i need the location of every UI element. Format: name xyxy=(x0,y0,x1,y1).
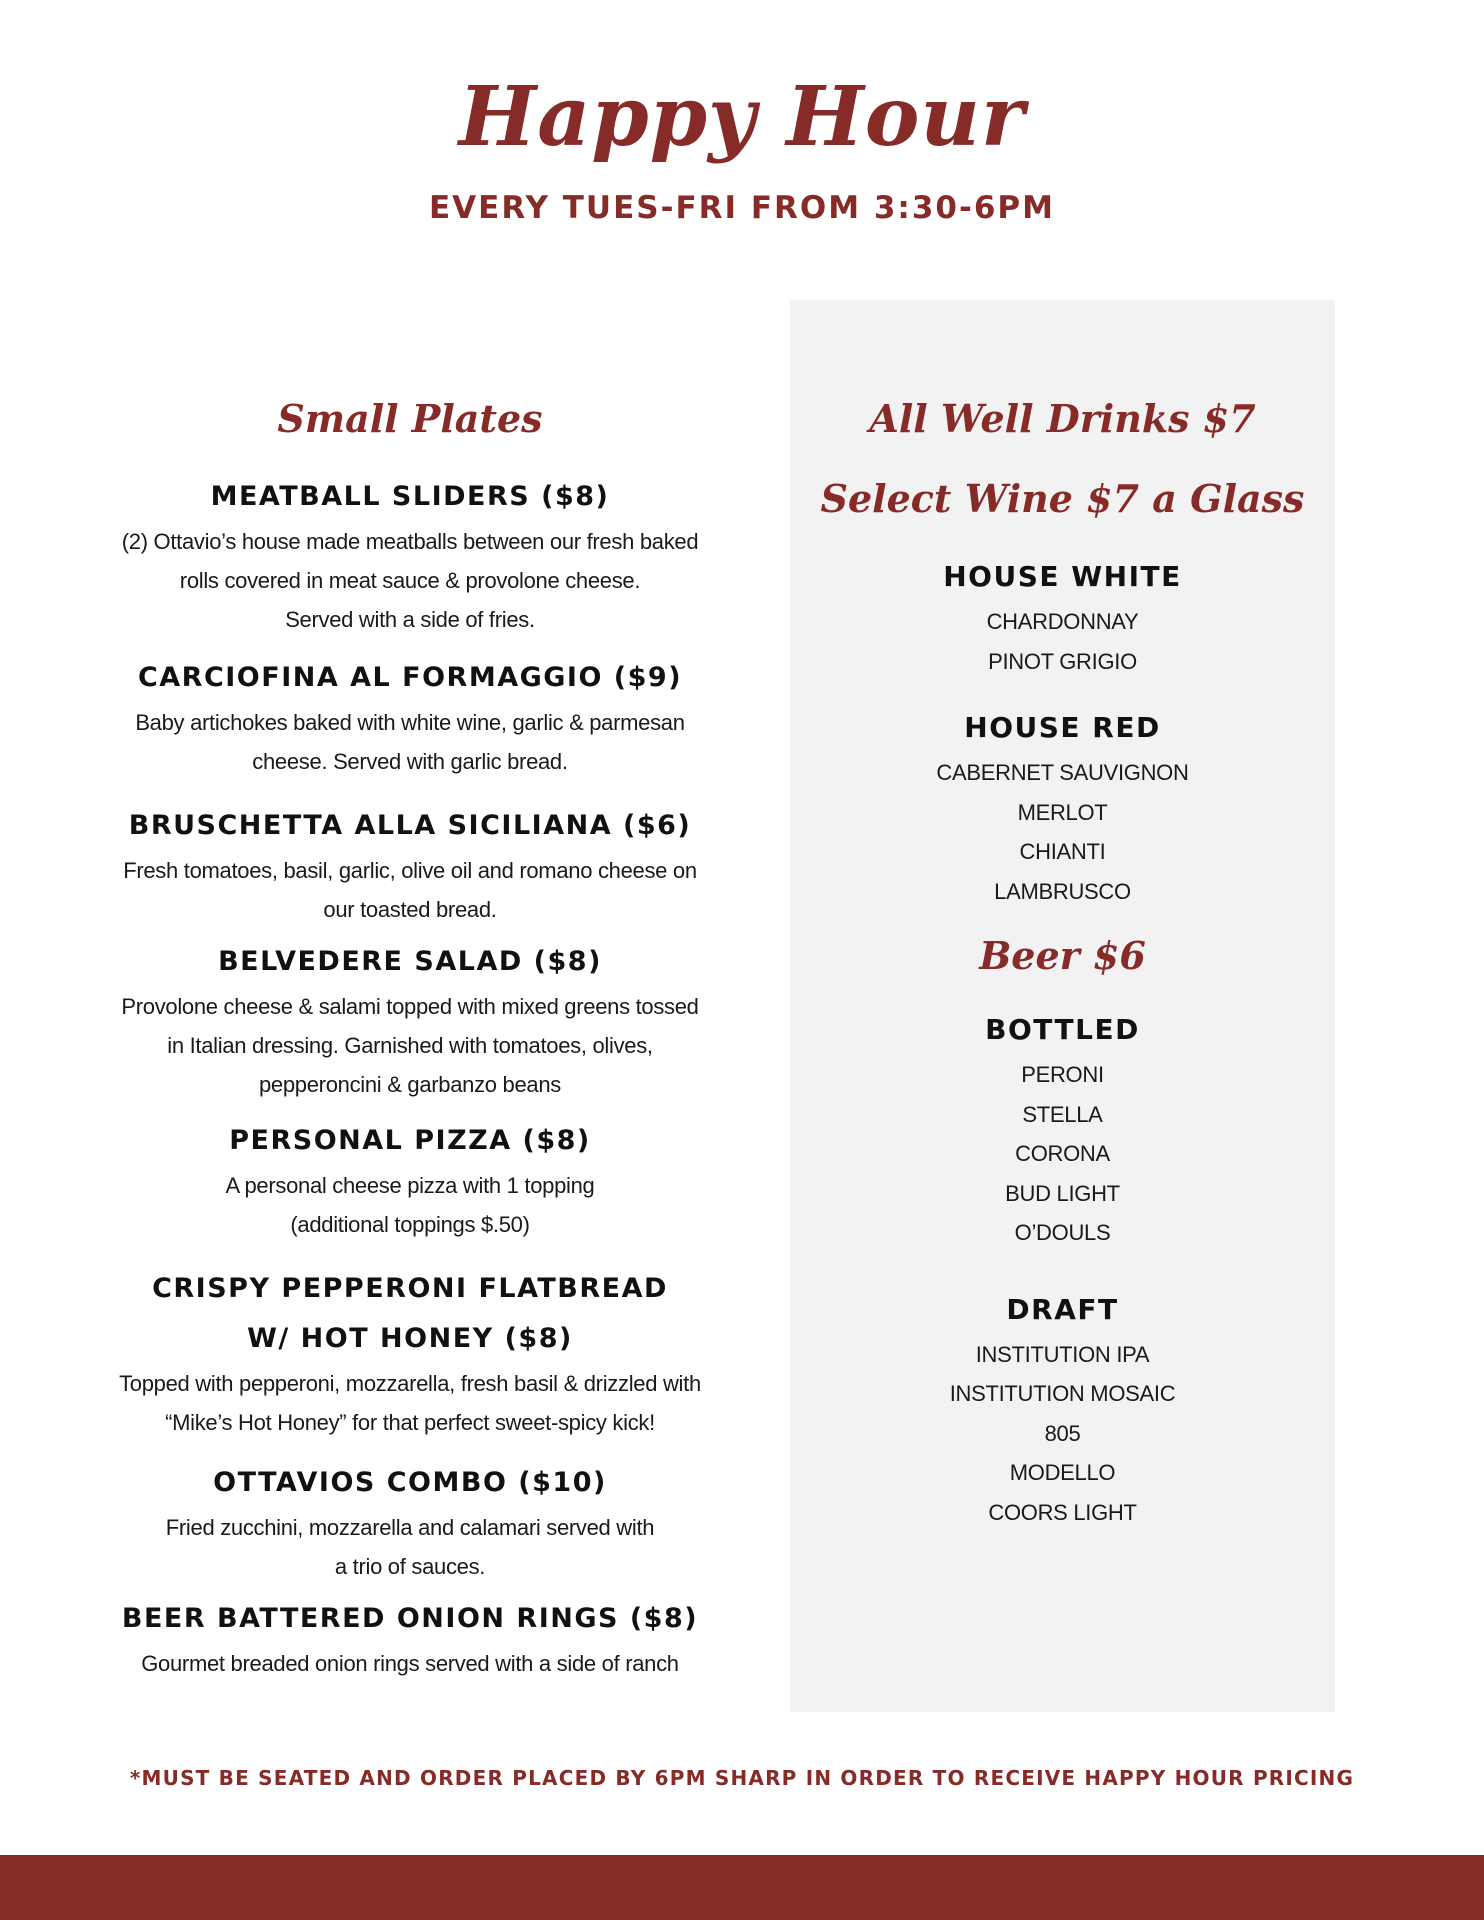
list-item: INSTITUTION MOSAIC xyxy=(949,1381,1176,1406)
menu-item xyxy=(100,1594,720,1683)
menu-item-name: CRISPY PEPPERONI FLATBREAD xyxy=(152,1273,668,1304)
menu-item-name: BEER BATTERED ONION RINGS ($8) xyxy=(121,1603,699,1634)
well-drinks-heading: All Well Drinks $7 xyxy=(869,396,1256,441)
menu-item-description xyxy=(100,1364,720,1442)
group-name: HOUSE RED xyxy=(964,711,1161,744)
list-item: STELLA xyxy=(1022,1101,1103,1127)
list-item: CHARDONNAY xyxy=(986,609,1139,634)
description-line: (additional toppings $.50) xyxy=(290,1212,530,1237)
menu-item-description xyxy=(100,1644,720,1683)
description-line: Baby artichokes baked with white wine, garlic & parmesan xyxy=(135,710,685,735)
group-name: DRAFT xyxy=(1006,1292,1119,1326)
menu-item-description xyxy=(100,1166,720,1244)
list-item: MERLOT xyxy=(1017,799,1108,825)
description-line: “Mike’s Hot Honey” for that perfect sweet-spicy kick! xyxy=(165,1410,655,1435)
list-item: 805 xyxy=(1044,1420,1081,1446)
description-line: our toasted bread. xyxy=(323,897,497,922)
menu-item-description xyxy=(100,522,720,639)
draft-group xyxy=(790,1285,1335,1533)
list-item: COORS LIGHT xyxy=(988,1499,1137,1525)
menu-item-name: CARCIOFINA AL FORMAGGIO ($9) xyxy=(137,662,683,693)
menu-item-name: MEATBALL SLIDERS ($8) xyxy=(210,481,610,512)
group-name: BOTTLED xyxy=(985,1013,1140,1046)
description-line: in Italian dressing. Garnished with tomatoes, olives, xyxy=(167,1033,653,1058)
page-subtitle: EVERY TUES-FRI FROM 3:30-6PM xyxy=(429,190,1055,226)
drinks-section xyxy=(790,388,1335,1532)
bottled-group xyxy=(790,1005,1335,1253)
small-plates-heading: Small Plates xyxy=(277,396,543,441)
wine-heading: Select Wine $7 a Glass xyxy=(820,476,1305,521)
menu-item xyxy=(100,1458,720,1586)
menu-item-name: OTTAVIOS COMBO ($10) xyxy=(213,1467,607,1498)
menu-item xyxy=(100,1264,720,1442)
page-title: Happy Hour xyxy=(458,69,1026,165)
menu-item xyxy=(100,472,720,639)
house-white-group xyxy=(790,552,1335,681)
list-item: CHIANTI xyxy=(1019,839,1106,864)
menu-item-name: BELVEDERE SALAD ($8) xyxy=(218,946,602,977)
description-line: Gourmet breaded onion rings served with a side of ranch xyxy=(141,1651,679,1676)
list-item: O’DOULS xyxy=(1014,1220,1111,1245)
description-line: cheese. Served with garlic bread. xyxy=(252,749,568,774)
menu-item xyxy=(100,653,720,781)
description-line: Served with a side of fries. xyxy=(285,607,535,632)
description-line: a trio of sauces. xyxy=(334,1554,486,1579)
list-item: MODELLO xyxy=(1009,1460,1116,1485)
house-red-group xyxy=(790,703,1335,911)
list-item: PERONI xyxy=(1021,1062,1104,1087)
list-item: BUD LIGHT xyxy=(1005,1180,1120,1206)
list-item: CABERNET SAUVIGNON xyxy=(936,760,1189,785)
list-item: INSTITUTION IPA xyxy=(975,1341,1150,1367)
menu-item-description xyxy=(100,1508,720,1586)
description-line: Provolone cheese & salami topped with mixed greens tossed xyxy=(121,994,699,1019)
menu-item xyxy=(100,1116,720,1244)
description-line: A personal cheese pizza with 1 topping xyxy=(225,1173,595,1198)
menu-item-name: PERSONAL PIZZA ($8) xyxy=(229,1125,591,1156)
description-line: rolls covered in meat sauce & provolone cheese. xyxy=(179,568,641,593)
description-line: Fresh tomatoes, basil, garlic, olive oil and romano cheese on xyxy=(123,858,697,883)
menu-item xyxy=(100,937,720,1104)
list-item: PINOT GRIGIO xyxy=(988,648,1137,674)
description-line: Topped with pepperoni, mozzarella, fresh basil & drizzled with xyxy=(119,1371,701,1396)
menu-item-description xyxy=(100,851,720,929)
menu-item-name: W/ HOT HONEY ($8) xyxy=(247,1323,573,1354)
pricing-footnote: *MUST BE SEATED AND ORDER PLACED BY 6PM SHARP IN ORDER TO RECEIVE HAPPY HOUR PRICING xyxy=(129,1766,1355,1790)
description-line: pepperoncini & garbanzo beans xyxy=(259,1072,561,1097)
description-line: Fried zucchini, mozzarella and calamari served with xyxy=(165,1515,655,1540)
menu-item xyxy=(100,801,720,929)
menu-item-description xyxy=(100,703,720,781)
group-name: HOUSE WHITE xyxy=(943,560,1182,593)
beer-heading: Beer $6 xyxy=(979,933,1146,978)
small-plates-section xyxy=(100,388,720,1683)
list-item: CORONA xyxy=(1015,1141,1110,1166)
list-item: LAMBRUSCO xyxy=(994,878,1131,904)
footer-bar xyxy=(0,1855,1484,1920)
menu-item-name: BRUSCHETTA ALLA SICILIANA ($6) xyxy=(128,810,692,841)
description-line: (2) Ottavio’s house made meatballs between our fresh baked xyxy=(121,529,699,554)
menu-item-description xyxy=(100,987,720,1104)
